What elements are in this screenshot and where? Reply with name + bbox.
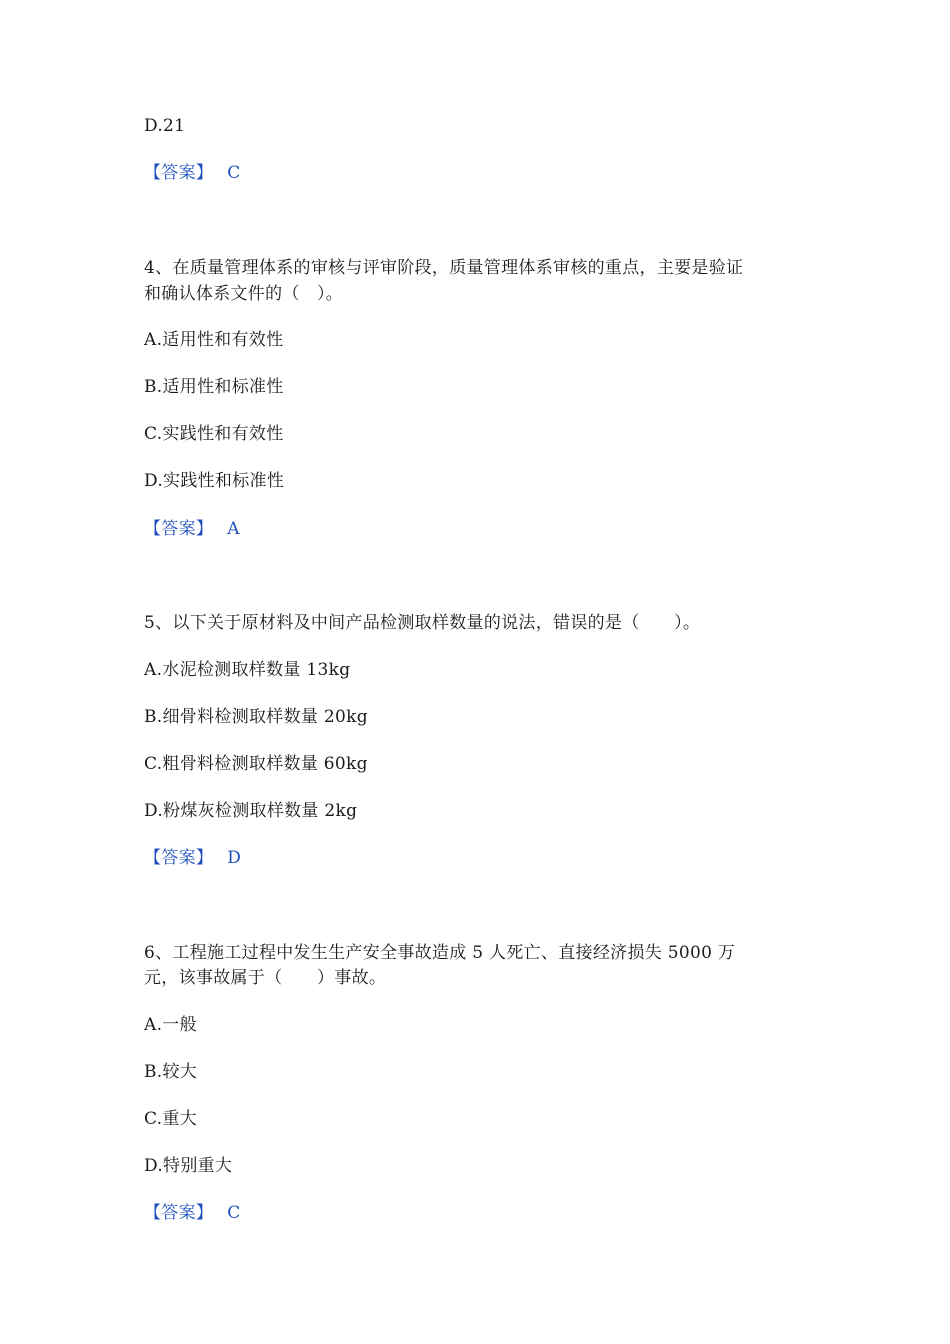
q3-answer (144, 161, 241, 185)
q4-option-b: B.适用性和标准性 (144, 377, 284, 397)
q5-option-c: C.粗骨料检测取样数量 60kg (144, 754, 368, 774)
q5-answer (144, 846, 241, 870)
answer-label: 【答案】 (144, 163, 214, 183)
q6-stem-line2: 元，该事故属于（ ）事故。 (144, 968, 387, 988)
q6-option-d: D.特别重大 (144, 1156, 233, 1176)
q6-option-c: C.重大 (144, 1109, 198, 1129)
q6-option-b: B.较大 (144, 1062, 198, 1082)
answer-label: 【答案】 (144, 1203, 214, 1223)
answer-value: C (227, 163, 241, 183)
q6-stem-line1: 6、工程施工过程中发生生产安全事故造成 5 人死亡、直接经济损失 5000 万 (144, 943, 736, 963)
q4-option-c: C.实践性和有效性 (144, 424, 284, 444)
q6-option-a: A.一般 (144, 1015, 197, 1035)
q5-option-b: B.细骨料检测取样数量 20kg (144, 707, 368, 727)
answer-value: A (227, 519, 240, 539)
q3-option-d: D.21 (144, 116, 186, 136)
q4-stem-line1: 4、在质量管理体系的审核与评审阶段，质量管理体系审核的重点，主要是验证 (144, 258, 744, 278)
answer-label: 【答案】 (144, 848, 214, 868)
q4-option-a: A.适用性和有效性 (144, 330, 284, 350)
q4-answer (144, 517, 240, 541)
q5-option-d: D.粉煤灰检测取样数量 2kg (144, 801, 358, 821)
answer-value: D (227, 848, 242, 868)
q4-option-d: D.实践性和标准性 (144, 471, 285, 491)
q5-option-a: A.水泥检测取样数量 13kg (144, 660, 351, 680)
answer-label: 【答案】 (144, 519, 214, 539)
q6-answer (144, 1201, 241, 1225)
answer-value: C (227, 1203, 241, 1223)
q5-stem-line1: 5、以下关于原材料及中间产品检测取样数量的说法，错误的是（ ）。 (144, 613, 701, 633)
q4-stem-line2: 和确认体系文件的（ ）。 (144, 284, 344, 304)
